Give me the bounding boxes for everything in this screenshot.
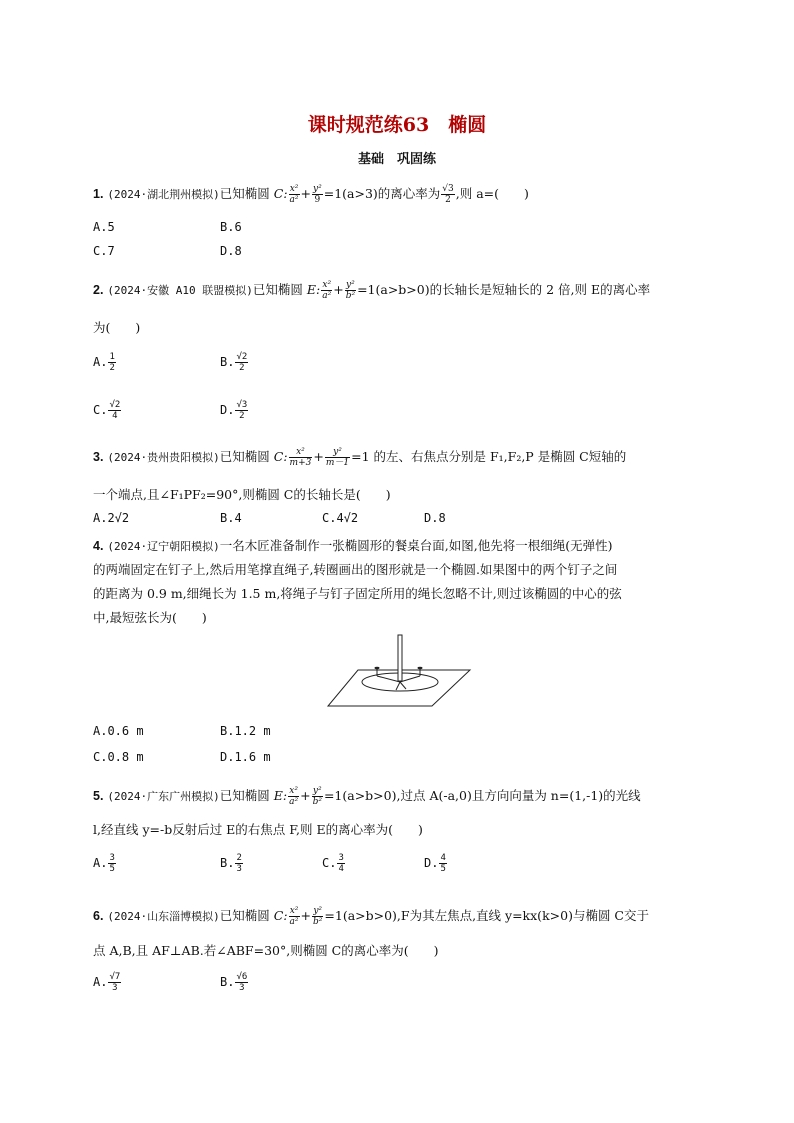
fraction: $\frac{\text{x²}}{\text{a²}}$	[289, 786, 299, 807]
question-text-continued: 一个端点,且∠F₁PF₂=90°,则椭圆 C的长轴长是( )	[93, 487, 391, 502]
question-number: 4.	[93, 539, 104, 553]
nail-head-right	[418, 667, 423, 669]
question-text-continued: 为( )	[93, 320, 141, 335]
option-a[interactable]: A. $\frac{√7}{3}$	[93, 972, 121, 993]
fraction: $\frac{\text{y²}}{m-1}$	[325, 447, 350, 468]
option-d[interactable]: D. $\frac{√3}{2}$	[220, 400, 248, 421]
plus-sign: +	[333, 282, 344, 297]
option-b[interactable]: B.4	[220, 511, 242, 525]
curve-label: C:	[273, 449, 288, 464]
curve-label: C:	[273, 908, 288, 923]
plus-sign: +	[300, 186, 312, 201]
fraction: $\frac{\text{x²}}{\text{a²}}$	[322, 280, 332, 301]
option-c[interactable]: C.4√2	[322, 511, 359, 525]
option-c[interactable]: C.7	[93, 244, 115, 258]
pen-icon	[398, 635, 402, 681]
page-title: 课时规范练63 椭圆	[307, 114, 487, 136]
question-text: 的离心率为	[377, 186, 441, 201]
option-b[interactable]: B.1.2 m	[220, 724, 271, 738]
question-4-stem	[93, 536, 612, 554]
option-d[interactable]: D.8	[220, 244, 242, 258]
option-b[interactable]: B. $\frac{√2}{2}$	[220, 352, 248, 373]
question-number: 1.	[93, 187, 104, 201]
question-text: 已知椭圆	[219, 449, 274, 464]
option-a[interactable]: A. $\frac{1}{2}$	[93, 352, 115, 373]
question-number: 3.	[93, 450, 104, 464]
string-segment	[396, 682, 400, 690]
nail-head-left	[375, 667, 380, 669]
option-a[interactable]: A.0.6 m	[93, 724, 144, 738]
plus-sign: +	[300, 788, 311, 803]
question-source: (2024·湖北荆州模拟)	[107, 188, 220, 201]
question-6-stem	[93, 906, 649, 927]
equation-condition: =1(a>b>0),	[323, 788, 401, 803]
option-b[interactable]: B. $\frac{√6}{3}$	[220, 972, 248, 993]
option-c[interactable]: C. $\frac{3}{4}$	[322, 853, 344, 874]
question-source: (2024·广东广州模拟)	[107, 790, 220, 803]
question-text: 的左、右焦点分别是 F₁,F₂,P 是椭圆 C短轴的	[369, 449, 627, 464]
option-b[interactable]: B.6	[220, 220, 242, 234]
section-subtitle: 基础 巩固练	[357, 152, 436, 167]
fraction: $\frac{\text{x²}}{\text{a²}}$	[289, 184, 299, 205]
question-text: ,则 a=( )	[455, 186, 529, 201]
string-segment	[400, 676, 420, 682]
option-b[interactable]: B. $\frac{2}{3}$	[220, 853, 242, 874]
fraction: $\frac{√3}{2}$	[442, 184, 454, 205]
question-text: 一名木匠准备制作一张椭圆形的餐桌台面,如图,他先将一根细绳(无弹性)	[219, 538, 613, 553]
option-a[interactable]: A.5	[93, 220, 115, 234]
option-c[interactable]: C. $\frac{√2}{4}$	[93, 400, 121, 421]
question-text: 过点 A(-a,0)且方向向量为 n=(1,-1)的光线	[400, 788, 641, 803]
option-d[interactable]: D.8	[424, 511, 446, 525]
question-1-stem	[93, 184, 529, 205]
option-d[interactable]: D. $\frac{4}{5}$	[424, 853, 446, 874]
question-text-continued: l,经直线 y=-b反射后过 E的右焦点 F,则 E的离心率为( )	[93, 822, 423, 837]
question-3-stem	[93, 447, 626, 468]
equation-condition: =1	[351, 449, 370, 464]
question-text: 已知椭圆	[219, 186, 274, 201]
question-2-stem	[93, 280, 650, 301]
question-source: (2024·山东淄博模拟)	[107, 910, 220, 923]
question-number: 6.	[93, 909, 104, 923]
question-source: (2024·安徽 A10 联盟模拟)	[107, 284, 253, 297]
curve-label: E:	[306, 282, 321, 297]
fraction: $\frac{\text{y²}}{\text{b²}}$	[313, 906, 323, 927]
option-a[interactable]: A. $\frac{3}{5}$	[93, 853, 115, 874]
equation-condition: =1(a>b>0)	[357, 282, 430, 297]
string-segment	[400, 682, 406, 689]
fraction: $\frac{\text{y²}}{9}$	[313, 184, 322, 205]
question-text-continued: 的两端固定在钉子上,然后用笔撑直绳子,转圈画出的图形就是一个椭圆.如果图中的两个钉子之间	[93, 562, 618, 577]
question-source: (2024·辽宁朝阳模拟)	[107, 540, 220, 553]
question-text-continued: 点 A,B,且 AF⊥AB.若∠ABF=30°,则椭圆 C的离心率为( )	[93, 943, 439, 958]
ellipse-table-figure	[320, 632, 472, 712]
question-text: 已知椭圆	[219, 908, 274, 923]
question-text-continued: 中,最短弦长为( )	[93, 610, 207, 625]
question-text: F为其左焦点,直线 y=kx(k>0)与椭圆 C交于	[400, 908, 649, 923]
question-5-stem	[93, 786, 641, 807]
question-text: 已知椭圆	[219, 788, 274, 803]
fraction: $\frac{\text{x²}}{\text{a²}}$	[289, 906, 299, 927]
question-number: 2.	[93, 283, 104, 297]
string-segment	[377, 676, 400, 682]
fraction: $\frac{\text{x²}}{m+3}$	[289, 447, 312, 468]
plus-sign: +	[300, 908, 312, 923]
fraction: $\frac{\text{y²}}{\text{b²}}$	[312, 786, 322, 807]
equation-condition: =1(a>b>0),	[324, 908, 401, 923]
option-a[interactable]: A.2√2	[93, 511, 130, 525]
fraction: $\frac{\text{y²}}{\text{b²}}$	[345, 280, 356, 301]
plus-sign: +	[313, 449, 324, 464]
equation-condition: =1(a>3)	[323, 186, 378, 201]
question-number: 5.	[93, 789, 104, 803]
question-text: 已知椭圆	[252, 282, 307, 297]
curve-label: C:	[273, 186, 288, 201]
question-source: (2024·贵州贵阳模拟)	[107, 451, 220, 464]
option-c[interactable]: C.0.8 m	[93, 750, 144, 764]
question-text: 的长轴长是短轴长的 2 倍,则 E的离心率	[429, 282, 651, 297]
question-text-continued: 的距离为 0.9 m,细绳长为 1.5 m,将绳子与钉子固定所用的绳长忽略不计,则过该椭圆的中心的弦	[93, 586, 622, 601]
option-d[interactable]: D.1.6 m	[220, 750, 271, 764]
curve-label: E:	[273, 788, 288, 803]
